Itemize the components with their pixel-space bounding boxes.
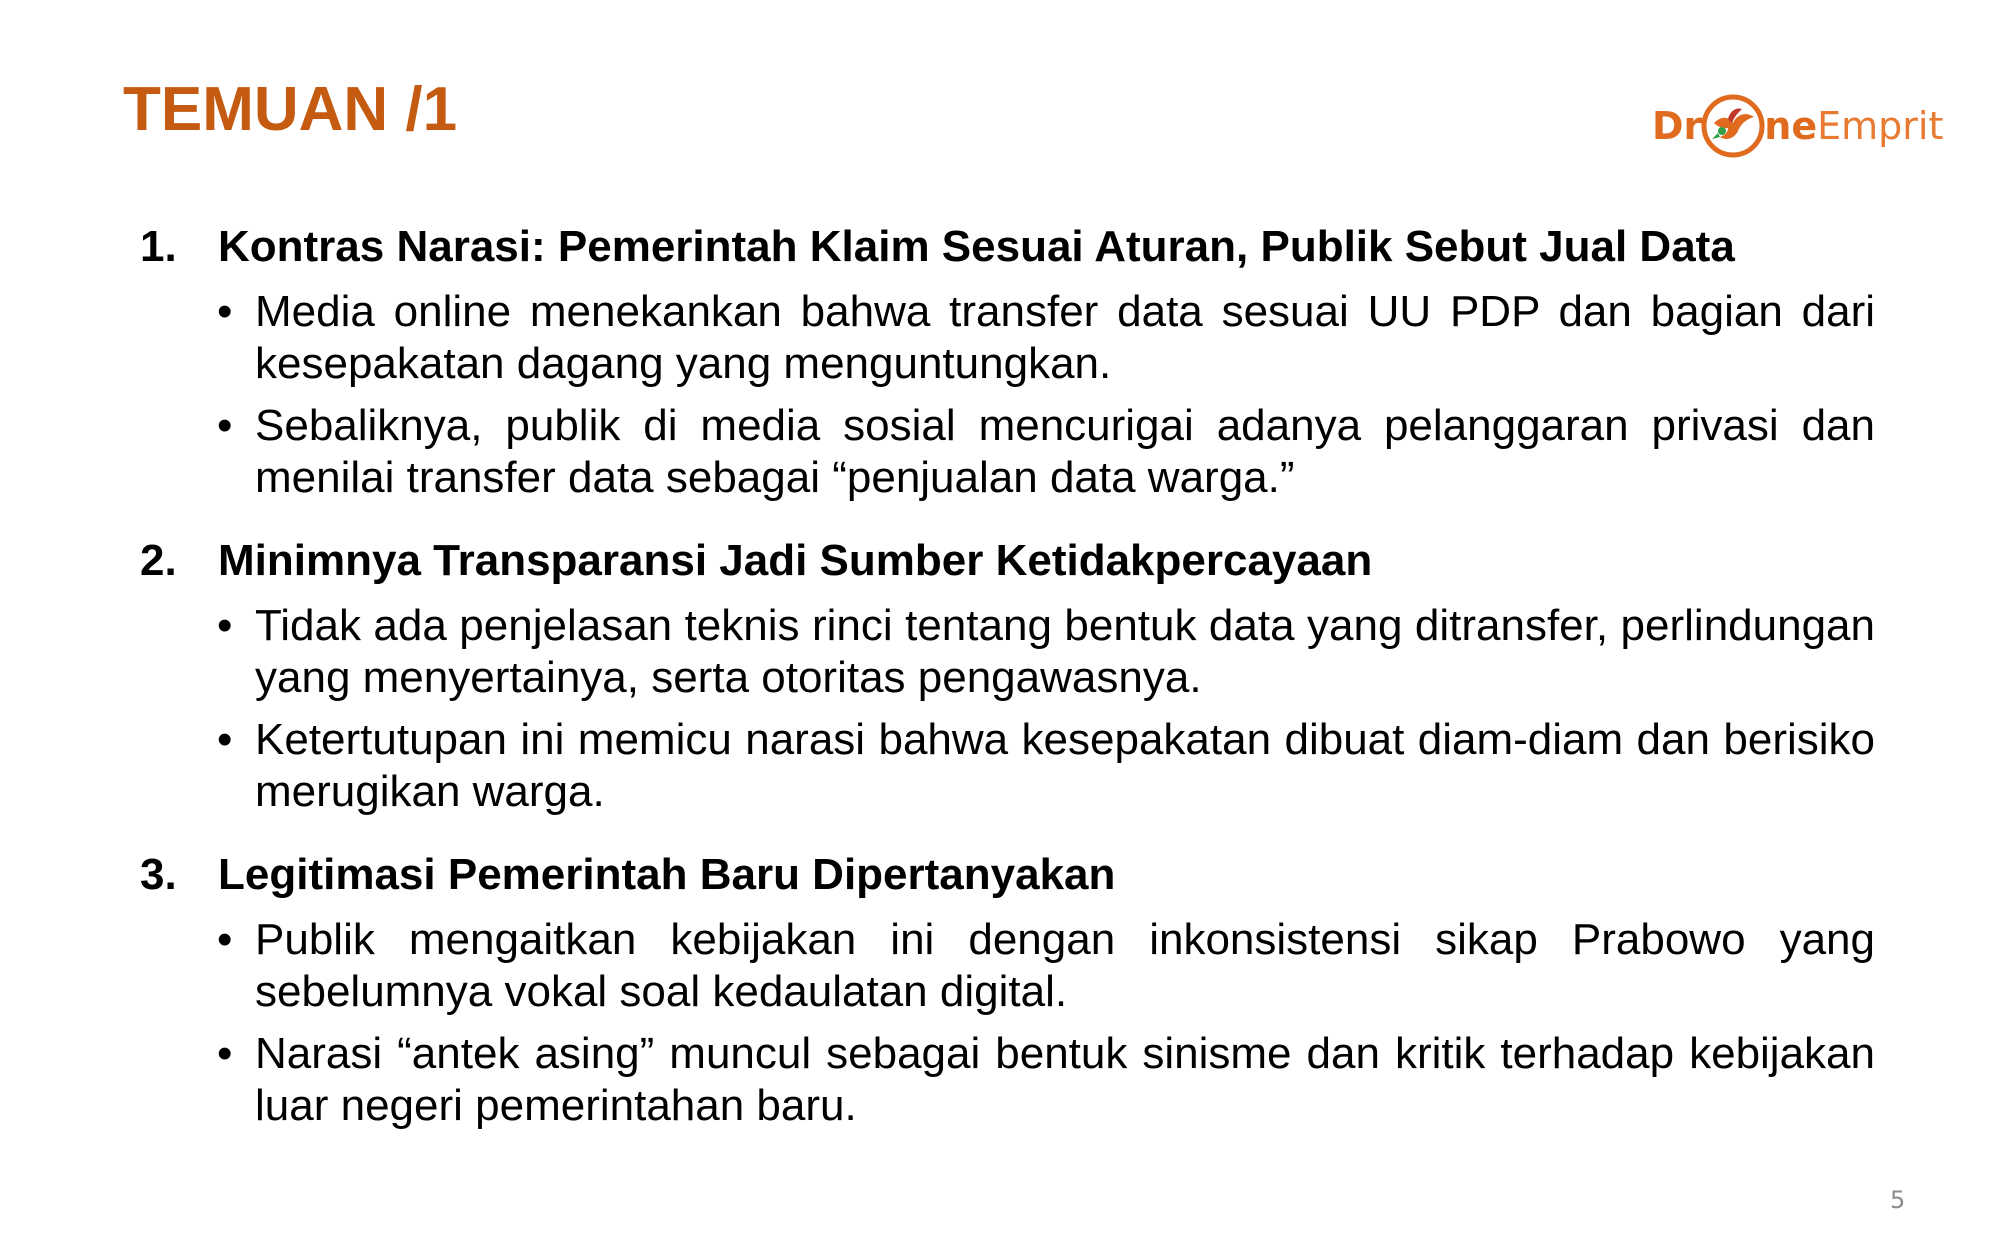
finding-number: 1. — [140, 222, 177, 271]
logo-text-right-light: Emprit — [1817, 104, 1944, 148]
finding-number: 2. — [140, 536, 177, 585]
bullet-item — [217, 1028, 1875, 1132]
bullet-icon: • — [217, 287, 233, 336]
finding-bullets — [140, 600, 1875, 818]
logo-text-right-bold: ne — [1764, 104, 1818, 148]
finding-title: Legitimasi Pemerintah Baru Dipertanyakan — [218, 850, 1116, 899]
finding-number: 3. — [140, 850, 177, 899]
bullet-text: Media online menekankan bahwa transfer data sesuai UU PDP dan bagian dari kesepakatan dagang yang menguntungkan. — [255, 287, 1875, 388]
finding-bullets — [140, 914, 1875, 1132]
page-number: 5 — [1890, 1186, 1906, 1214]
drone-bird-icon — [1700, 93, 1766, 159]
bullet-text: Sebaliknya, publik di media sosial mencurigai adanya pelanggaran privasi dan menilai transfer data sebagai “penjualan data warga.” — [255, 401, 1875, 502]
bullet-icon: • — [217, 401, 233, 450]
bullet-item — [217, 600, 1875, 704]
bullet-text: Publik mengaitkan kebijakan ini dengan inkonsistensi sikap Prabowo yang sebelumnya vokal soal kedaulatan digital. — [255, 915, 1875, 1016]
finding-title: Minimnya Transparansi Jadi Sumber Ketidakpercayaan — [218, 536, 1373, 585]
findings-list — [140, 218, 1875, 1160]
logo-text-left: Dr — [1652, 104, 1703, 148]
finding-heading — [140, 218, 1875, 276]
bullet-icon: • — [217, 601, 233, 650]
drone-emprit-logo — [1652, 86, 1943, 166]
bullet-item — [217, 400, 1875, 504]
finding-1 — [140, 218, 1875, 504]
slide-title: TEMUAN /1 — [123, 75, 458, 144]
finding-heading — [140, 846, 1875, 904]
finding-bullets — [140, 286, 1875, 504]
finding-title: Kontras Narasi: Pemerintah Klaim Sesuai Aturan, Publik Sebut Jual Data — [218, 222, 1735, 271]
bullet-icon: • — [217, 915, 233, 964]
bullet-text: Tidak ada penjelasan teknis rinci tentang bentuk data yang ditransfer, perlindungan yang menyertainya, serta otoritas pengawasnya. — [255, 601, 1875, 702]
bullet-text: Ketertutupan ini memicu narasi bahwa kesepakatan dibuat diam-diam dan berisiko merugikan warga. — [255, 715, 1875, 816]
finding-3 — [140, 846, 1875, 1132]
bullet-icon: • — [217, 1029, 233, 1078]
bullet-item — [217, 914, 1875, 1018]
finding-heading — [140, 532, 1875, 590]
bullet-item — [217, 286, 1875, 390]
finding-2 — [140, 532, 1875, 818]
bullet-item — [217, 714, 1875, 818]
bullet-text: Narasi “antek asing” muncul sebagai bentuk sinisme dan kritik terhadap kebijakan luar negeri pemerintahan baru. — [255, 1029, 1875, 1130]
bullet-icon: • — [217, 715, 233, 764]
